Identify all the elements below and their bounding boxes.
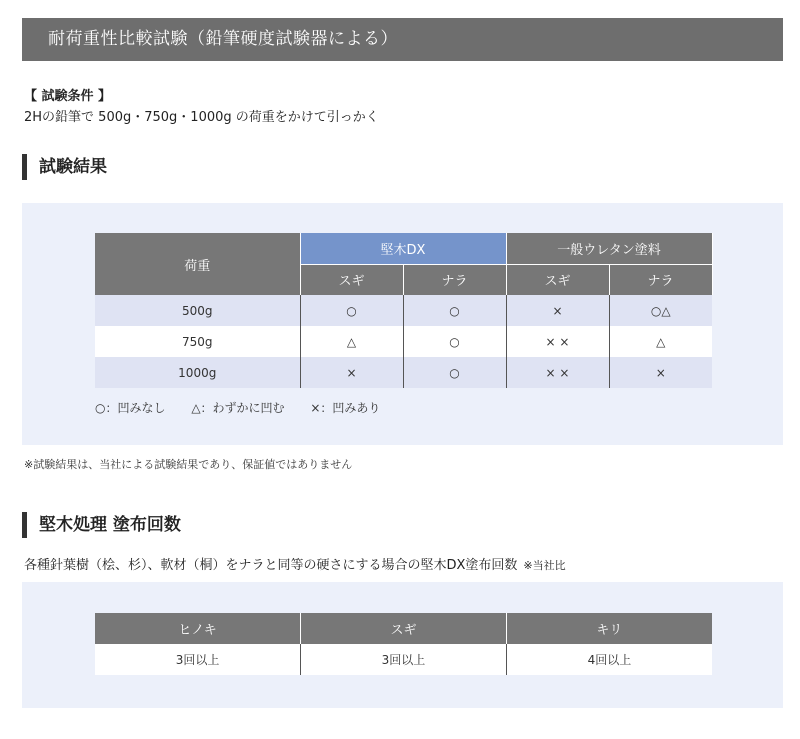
header-sugi: スギ — [301, 613, 507, 644]
legend-item: ○：凹みなし — [95, 401, 166, 415]
header-sub: スギ — [300, 264, 403, 295]
table-row — [95, 644, 712, 675]
coating-description-note: ※当社比 — [523, 559, 566, 572]
result-cell: ○△ — [609, 295, 712, 326]
page-title: 耐荷重性比較試験（鉛筆硬度試験器による） — [22, 18, 783, 61]
coating-heading: 堅木処理 塗布回数 — [22, 512, 181, 538]
header-load: 荷重 — [95, 233, 300, 295]
header-group-katagi-dx: 堅木DX — [300, 233, 506, 264]
results-table — [95, 233, 713, 388]
result-cell: ○ — [403, 295, 506, 326]
result-cell: ○ — [403, 357, 506, 388]
results-legend — [95, 399, 402, 416]
result-cell: × — [300, 357, 403, 388]
table-row — [95, 357, 712, 388]
header-hinoki: ヒノキ — [95, 613, 301, 644]
result-cell: △ — [609, 326, 712, 357]
coating-description-text: 各種針葉樹（桧、杉）、軟材（桐）をナラと同等の硬さにする場合の堅木DX塗布回数 — [24, 558, 518, 573]
result-cell: × × — [506, 357, 609, 388]
row-load: 750g — [95, 326, 300, 357]
results-note: ※試験結果は、当社による試験結果であり、保証値ではありません — [24, 458, 353, 471]
result-cell: × — [609, 357, 712, 388]
coating-table — [95, 613, 712, 675]
header-sub: ナラ — [609, 264, 712, 295]
result-cell: △ — [300, 326, 403, 357]
conditions-title: 【 試験条件 】 — [24, 89, 112, 104]
conditions-text: 2Hの鉛筆で 500g・750g・1000g の荷重をかけて引っかく — [24, 110, 379, 125]
coating-count: 3回以上 — [95, 644, 301, 675]
header-sub: スギ — [506, 264, 609, 295]
table-row — [95, 295, 712, 326]
result-cell: ○ — [403, 326, 506, 357]
legend-item: △：わずかに凹む — [191, 401, 285, 415]
table-row — [95, 326, 712, 357]
header-sub: ナラ — [403, 264, 506, 295]
results-panel — [22, 203, 783, 445]
legend-item: ×：凹みあり — [310, 401, 381, 415]
coating-panel — [22, 582, 783, 708]
result-cell: × — [506, 295, 609, 326]
header-group-urethane: 一般ウレタン塗料 — [506, 233, 712, 264]
result-cell: ○ — [300, 295, 403, 326]
coating-description — [24, 554, 566, 573]
coating-count: 4回以上 — [506, 644, 712, 675]
row-load: 1000g — [95, 357, 300, 388]
coating-count: 3回以上 — [301, 644, 507, 675]
result-cell: × × — [506, 326, 609, 357]
header-kiri: キリ — [506, 613, 712, 644]
row-load: 500g — [95, 295, 300, 326]
results-heading: 試験結果 — [22, 154, 107, 180]
